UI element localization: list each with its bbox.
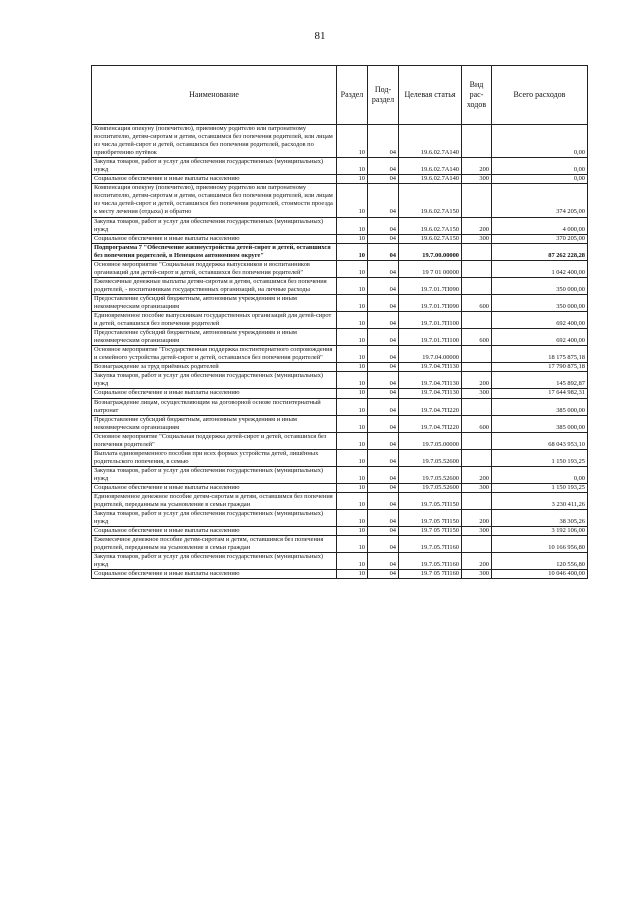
table-row — [92, 449, 588, 466]
row-article-cell: 19.7.05.7П160 — [399, 536, 462, 553]
row-article-cell: 19.7.01.7П100 — [399, 329, 462, 346]
row-name-cell: Основное мероприятие "Социальная поддержка детей-сирот и детей, оставшихся без попечения родителей" — [92, 432, 337, 449]
row-expense-type-cell — [462, 363, 492, 372]
row-section-cell: 10 — [337, 570, 368, 579]
row-expense-type-cell: 600 — [462, 294, 492, 311]
row-section-cell: 10 — [337, 415, 368, 432]
row-subsection-cell: 04 — [368, 184, 399, 217]
row-amount-cell: 3 192 106,00 — [492, 527, 588, 536]
row-amount-cell: 370 205,00 — [492, 234, 588, 243]
table-row — [92, 432, 588, 449]
row-subsection-cell: 04 — [368, 449, 399, 466]
table-row — [92, 493, 588, 510]
row-name-cell: Вознаграждение за труд приёмных родителей — [92, 363, 337, 372]
row-subsection-cell: 04 — [368, 553, 399, 570]
table-row — [92, 510, 588, 527]
row-subsection-cell: 04 — [368, 243, 399, 260]
row-amount-cell: 17 644 982,31 — [492, 389, 588, 398]
row-article-cell: 19.7.04.00000 — [399, 346, 462, 363]
row-amount-cell: 350 000,00 — [492, 294, 588, 311]
row-subsection-cell: 04 — [368, 389, 399, 398]
row-section-cell: 10 — [337, 363, 368, 372]
row-name-cell: Единовременное денежное пособие детям-сиротам и детям, оставшимся без попечения родителей, переданным на усыновление в семьи граждан — [92, 493, 337, 510]
row-expense-type-cell — [462, 277, 492, 294]
row-section-cell: 10 — [337, 432, 368, 449]
row-amount-cell: 385 000,00 — [492, 415, 588, 432]
row-name-cell: Закупка товаров, работ и услуг для обеспечения государственных (муниципальных) нужд — [92, 553, 337, 570]
row-expense-type-cell — [462, 536, 492, 553]
row-article-cell: 19.7.01.7П090 — [399, 277, 462, 294]
row-section-cell: 10 — [337, 493, 368, 510]
table-body — [92, 125, 588, 579]
row-amount-cell: 145 892,87 — [492, 372, 588, 389]
row-amount-cell: 3 230 411,26 — [492, 493, 588, 510]
row-name-cell: Компенсация опекуну (попечителю), приемному родителю или патронатному воспитателю, детям-сиротам и детям, оставшимся без попечения родителей, или лицам из числа детей-сирот и детей, оставшихся без попечения родителей, расходов по приобретению путёвок — [92, 125, 337, 158]
row-name-cell: Закупка товаров, работ и услуг для обеспечения государственных (муниципальных) нужд — [92, 466, 337, 483]
row-section-cell: 10 — [337, 184, 368, 217]
row-expense-type-cell — [462, 260, 492, 277]
row-amount-cell: 38 305,26 — [492, 510, 588, 527]
row-article-cell: 19.6.02.7А140 — [399, 158, 462, 175]
row-expense-type-cell: 200 — [462, 466, 492, 483]
row-article-cell: 19.7.05.7П150 — [399, 493, 462, 510]
table-row — [92, 466, 588, 483]
row-subsection-cell: 04 — [368, 527, 399, 536]
row-amount-cell: 350 000,00 — [492, 277, 588, 294]
row-article-cell: 19.7.04.7П130 — [399, 372, 462, 389]
row-article-cell: 19.7.00.00000 — [399, 243, 462, 260]
row-section-cell: 10 — [337, 510, 368, 527]
row-amount-cell: 68 043 953,10 — [492, 432, 588, 449]
row-expense-type-cell — [462, 493, 492, 510]
row-expense-type-cell: 300 — [462, 175, 492, 184]
table-row — [92, 217, 588, 234]
row-section-cell: 10 — [337, 260, 368, 277]
row-amount-cell: 120 556,80 — [492, 553, 588, 570]
row-article-cell: 19.7.04.7П130 — [399, 389, 462, 398]
row-article-cell: 19.7.05.7П160 — [399, 553, 462, 570]
table-row — [92, 536, 588, 553]
row-amount-cell: 0,00 — [492, 158, 588, 175]
row-name-cell: Единовременное пособие выпускникам государственных организаций для детей-сирот и детей, оставшихся без попечения родителей — [92, 312, 337, 329]
row-amount-cell: 87 262 228,28 — [492, 243, 588, 260]
row-expense-type-cell — [462, 449, 492, 466]
row-expense-type-cell — [462, 243, 492, 260]
table-row — [92, 398, 588, 415]
table-row — [92, 570, 588, 579]
row-article-cell: 19.7.05.52600 — [399, 483, 462, 492]
row-expense-type-cell: 200 — [462, 510, 492, 527]
row-section-cell: 10 — [337, 483, 368, 492]
table-row — [92, 329, 588, 346]
row-article-cell: 19.7.04.7П220 — [399, 415, 462, 432]
table-row — [92, 527, 588, 536]
row-article-cell: 19.6.02.7А150 — [399, 234, 462, 243]
row-name-cell: Закупка товаров, работ и услуг для обеспечения государственных (муниципальных) нужд — [92, 158, 337, 175]
header-section: Раздел — [337, 66, 368, 125]
row-article-cell: 19.7.05.00000 — [399, 432, 462, 449]
row-expense-type-cell — [462, 398, 492, 415]
row-name-cell: Социальное обеспечение и иные выплаты населению — [92, 234, 337, 243]
row-expense-type-cell: 300 — [462, 234, 492, 243]
row-amount-cell: 17 790 875,18 — [492, 363, 588, 372]
row-name-cell: Предоставление субсидий бюджетным, автономным учреждениям и иным некоммерческим организациям — [92, 329, 337, 346]
header-total: Всего расходов — [492, 66, 588, 125]
row-amount-cell: 692 400,00 — [492, 312, 588, 329]
row-name-cell: Социальное обеспечение и иные выплаты населению — [92, 527, 337, 536]
row-subsection-cell: 04 — [368, 234, 399, 243]
row-section-cell: 10 — [337, 158, 368, 175]
row-article-cell: 19.6.02.7А140 — [399, 125, 462, 158]
row-article-cell: 19.7.05.52600 — [399, 466, 462, 483]
row-section-cell: 10 — [337, 294, 368, 311]
row-subsection-cell: 04 — [368, 175, 399, 184]
row-expense-type-cell: 600 — [462, 415, 492, 432]
row-article-cell: 19.7.05 7П150 — [399, 510, 462, 527]
table-row — [92, 363, 588, 372]
row-article-cell: 19 7 01 00000 — [399, 260, 462, 277]
row-name-cell: Компенсация опекуну (попечителю), приемному родителю или патронатному воспитателю, детям-сиротам и детям, оставшимся без попечения родителей, или лицам из числа детей-сирот и детей, оставшихся без попечения родителей, стоимости проезда к месту лечения (отдыха) и обратно — [92, 184, 337, 217]
row-expense-type-cell: 200 — [462, 217, 492, 234]
row-article-cell: 19.7.05.52600 — [399, 449, 462, 466]
row-article-cell: 19.7.01.7П100 — [399, 312, 462, 329]
table-row — [92, 175, 588, 184]
table-row — [92, 277, 588, 294]
row-subsection-cell: 04 — [368, 483, 399, 492]
row-amount-cell: 0,00 — [492, 175, 588, 184]
row-expense-type-cell — [462, 432, 492, 449]
budget-table — [91, 65, 588, 579]
row-amount-cell: 0,00 — [492, 466, 588, 483]
row-section-cell: 10 — [337, 372, 368, 389]
row-expense-type-cell: 300 — [462, 527, 492, 536]
row-subsection-cell: 04 — [368, 536, 399, 553]
row-section-cell: 10 — [337, 553, 368, 570]
row-expense-type-cell — [462, 125, 492, 158]
row-expense-type-cell — [462, 184, 492, 217]
row-amount-cell: 0,00 — [492, 125, 588, 158]
row-amount-cell: 385 000,00 — [492, 398, 588, 415]
header-article: Целевая статья — [399, 66, 462, 125]
row-subsection-cell: 04 — [368, 570, 399, 579]
row-section-cell: 10 — [337, 329, 368, 346]
row-article-cell: 19.7.01.7П090 — [399, 294, 462, 311]
row-article-cell: 19.6.02.7А150 — [399, 184, 462, 217]
table-row — [92, 260, 588, 277]
row-section-cell: 10 — [337, 346, 368, 363]
row-name-cell: Социальное обеспечение и иные выплаты населению — [92, 570, 337, 579]
table-row — [92, 346, 588, 363]
row-subsection-cell: 04 — [368, 398, 399, 415]
table-row — [92, 312, 588, 329]
row-section-cell: 10 — [337, 527, 368, 536]
row-name-cell: Социальное обеспечение и иные выплаты населению — [92, 483, 337, 492]
row-section-cell: 10 — [337, 449, 368, 466]
row-name-cell: Закупка товаров, работ и услуг для обеспечения государственных (муниципальных) нужд — [92, 217, 337, 234]
row-section-cell: 10 — [337, 398, 368, 415]
row-article-cell: 19.6.02.7А150 — [399, 217, 462, 234]
row-section-cell: 10 — [337, 175, 368, 184]
row-article-cell: 19.6.02.7А140 — [399, 175, 462, 184]
table-row — [92, 553, 588, 570]
row-subsection-cell: 04 — [368, 277, 399, 294]
row-name-cell: Ежемесячные денежные выплаты детям-сиротам и детям, оставшимся без попечения родителей, - воспитанникам государственных организаций, на личные расходы — [92, 277, 337, 294]
table-row — [92, 243, 588, 260]
row-article-cell: 19.7.04.7П130 — [399, 363, 462, 372]
row-expense-type-cell: 200 — [462, 553, 492, 570]
row-subsection-cell: 04 — [368, 329, 399, 346]
table-row — [92, 125, 588, 158]
row-subsection-cell: 04 — [368, 125, 399, 158]
table-row — [92, 158, 588, 175]
row-subsection-cell: 04 — [368, 260, 399, 277]
row-section-cell: 10 — [337, 234, 368, 243]
row-amount-cell: 1 150 193,25 — [492, 449, 588, 466]
table-row — [92, 415, 588, 432]
row-amount-cell: 1 042 400,00 — [492, 260, 588, 277]
table-row — [92, 294, 588, 311]
table-row — [92, 234, 588, 243]
row-expense-type-cell — [462, 346, 492, 363]
row-section-cell: 10 — [337, 217, 368, 234]
row-subsection-cell: 04 — [368, 493, 399, 510]
row-name-cell: Основное мероприятие "Государственная поддержка постинтернатного сопровождения и семейного устройства детей-сирот и детей, оставшихся без попечения родителей" — [92, 346, 337, 363]
row-name-cell: Основное мероприятие "Социальная поддержка выпускников и воспитанников организаций для детей-сирот и детей, оставшихся без попечения родителей" — [92, 260, 337, 277]
row-section-cell: 10 — [337, 389, 368, 398]
table-row — [92, 389, 588, 398]
row-amount-cell: 4 000,00 — [492, 217, 588, 234]
row-name-cell: Предоставление субсидий бюджетным, автономным учреждениям и иным некоммерческим организациям — [92, 415, 337, 432]
row-amount-cell: 374 205,00 — [492, 184, 588, 217]
row-subsection-cell: 04 — [368, 432, 399, 449]
row-expense-type-cell: 600 — [462, 329, 492, 346]
row-subsection-cell: 04 — [368, 158, 399, 175]
row-subsection-cell: 04 — [368, 372, 399, 389]
row-subsection-cell: 04 — [368, 346, 399, 363]
row-subsection-cell: 04 — [368, 415, 399, 432]
row-name-cell: Закупка товаров, работ и услуг для обеспечения государственных (муниципальных) нужд — [92, 372, 337, 389]
row-expense-type-cell: 200 — [462, 158, 492, 175]
row-article-cell: 19.7 05 7П160 — [399, 570, 462, 579]
row-expense-type-cell — [462, 312, 492, 329]
row-subsection-cell: 04 — [368, 294, 399, 311]
table-row — [92, 483, 588, 492]
header-expense-type: Вид рас-ходов — [462, 66, 492, 125]
row-expense-type-cell: 300 — [462, 483, 492, 492]
row-name-cell: Вознаграждение лицам, осуществляющим на договорной основе постинтернатный патронат — [92, 398, 337, 415]
row-section-cell: 10 — [337, 536, 368, 553]
row-amount-cell: 10 166 956,80 — [492, 536, 588, 553]
row-section-cell: 10 — [337, 243, 368, 260]
row-article-cell: 19.7.04.7П220 — [399, 398, 462, 415]
row-subsection-cell: 04 — [368, 363, 399, 372]
row-section-cell: 10 — [337, 277, 368, 294]
row-section-cell: 10 — [337, 312, 368, 329]
row-name-cell: Подпрограмма 7 "Обеспечение жизнеустройства детей-сирот и детей, оставшихся без попечения родителей, в Ненецком автономном округе" — [92, 243, 337, 260]
row-section-cell: 10 — [337, 466, 368, 483]
header-name: Наименование — [92, 66, 337, 125]
row-subsection-cell: 04 — [368, 312, 399, 329]
row-subsection-cell: 04 — [368, 217, 399, 234]
row-name-cell: Выплата единовременного пособия при всех формах устройства детей, лишённых родительского попечения, в семью — [92, 449, 337, 466]
table-header-row — [92, 66, 588, 125]
row-amount-cell: 18 175 875,18 — [492, 346, 588, 363]
row-name-cell: Социальное обеспечение и иные выплаты населению — [92, 389, 337, 398]
table-row — [92, 184, 588, 217]
row-expense-type-cell: 300 — [462, 570, 492, 579]
row-amount-cell: 10 046 400,00 — [492, 570, 588, 579]
row-subsection-cell: 04 — [368, 466, 399, 483]
row-expense-type-cell: 300 — [462, 389, 492, 398]
page-number: 81 — [314, 30, 326, 42]
row-amount-cell: 692 400,00 — [492, 329, 588, 346]
row-section-cell: 10 — [337, 125, 368, 158]
row-name-cell: Предоставление субсидий бюджетным, автономным учреждениям и иным некоммерческим организациям — [92, 294, 337, 311]
header-subsection: Под-раздел — [368, 66, 399, 125]
row-subsection-cell: 04 — [368, 510, 399, 527]
row-expense-type-cell: 200 — [462, 372, 492, 389]
row-article-cell: 19.7 05 7П150 — [399, 527, 462, 536]
row-name-cell: Социальное обеспечение и иные выплаты населению — [92, 175, 337, 184]
row-name-cell: Закупка товаров, работ и услуг для обеспечения государственных (муниципальных) нужд — [92, 510, 337, 527]
row-name-cell: Ежемесячное денежное пособие детям-сиротам и детям, оставшимся без попечения родителей, переданным на усыновление в семьи граждан — [92, 536, 337, 553]
table-row — [92, 372, 588, 389]
row-amount-cell: 1 150 193,25 — [492, 483, 588, 492]
